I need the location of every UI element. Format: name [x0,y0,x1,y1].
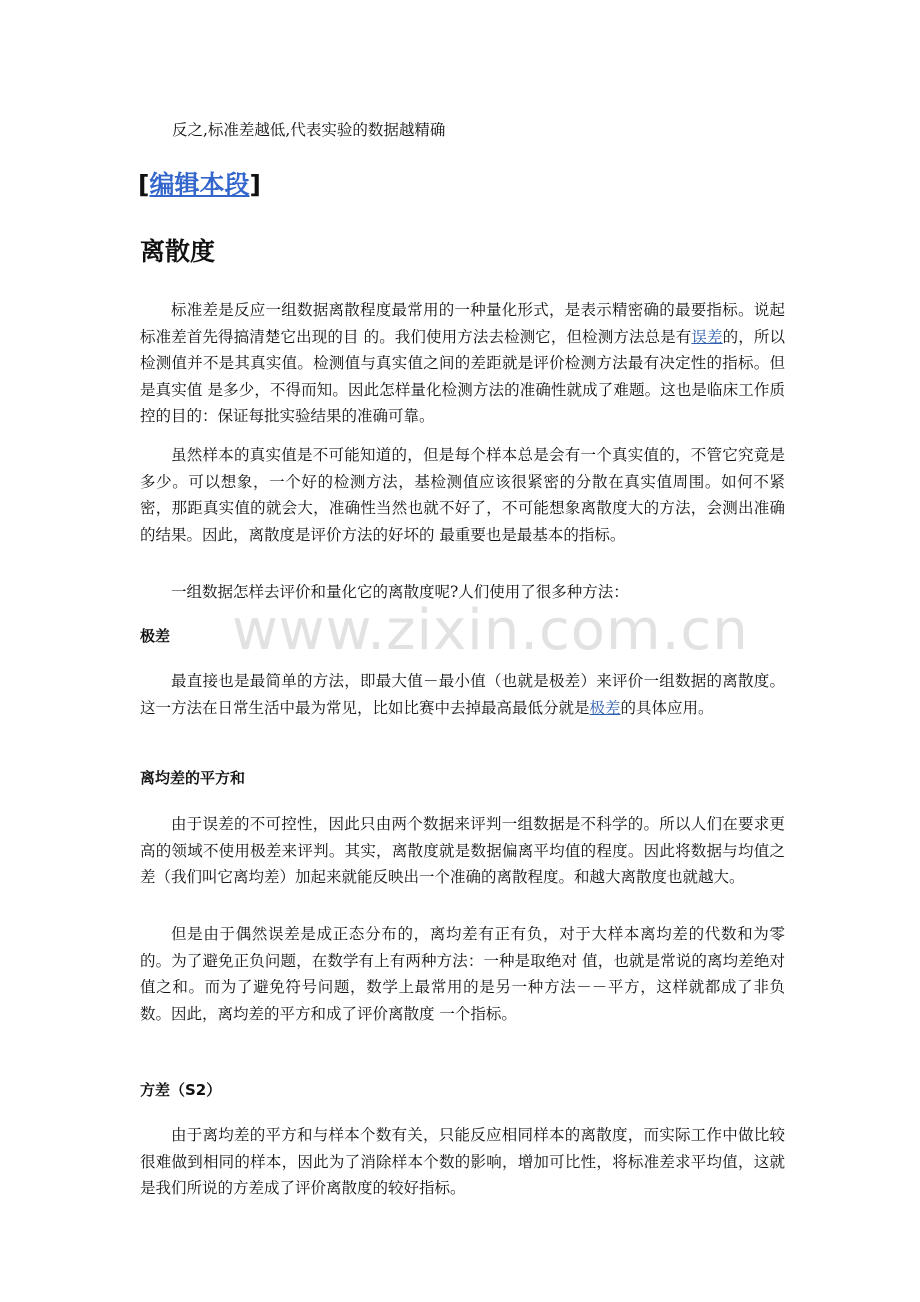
edit-section-heading [138,168,261,202]
paragraph-text: 最直接也是最简单的方法，即最大值－最小值（也就是极差）来评价一组数据的离散度。这一方法在日常生活中最为常见，比如比赛中去掉最高最低分就是 [140,672,785,717]
close-bracket: ] [249,170,261,199]
error-link[interactable]: 误差 [691,327,723,346]
intro-line: 反之,标准差越低,代表实验的数据越精确 [172,121,446,139]
paragraph-standard-deviation [140,297,785,430]
subheading-variance: 方差（S2） [140,1081,222,1099]
subheading-sum-of-squares: 离均差的平方和 [140,769,246,787]
subheading-range: 极差 [140,627,171,645]
paragraph-true-value: 虽然样本的真实值是不可能知道的，但是每个样本总是会有一个真实值的，不管它究竟是多少。可以想象，一个好的检测方法，基检测值应该很紧密的分散在真实值周围。如何不紧密，那距真实值的就会大，准确性当然也就不好了，不可能想象离散度大的方法，会测出准确的结果。因此，离散度是评价方法的好坏的 最重要也是最基本的指标。 [140,446,785,544]
paragraph-range [140,668,785,721]
paragraph-text: 的，所以检测值并不是其真实值。检测值与真实值之间的差距就是评价检测方法最有决定性的指标。但是真实值 是多少，不得而知。因此怎样量化检测方法的准确性就成了难题。这也是临床工作质控的目的：保证每批实验结果的准确可靠。 [140,327,785,425]
open-bracket: [ [138,170,150,199]
edit-section-link[interactable]: 编辑本段 [149,170,250,199]
paragraph-deviation-sum: 由于误差的不可控性，因此只由两个数据来评判一组数据是不科学的。所以人们在要求更高的领域不使用极差来评判。其实，离散度就是数据偏离平均值的程度。因此将数据与均值之差（我们叫它离均差）加起来就能反映出一个准确的离散程度。和越大离散度也就越大。 [140,815,785,886]
paragraph-methods-intro: 一组数据怎样去评价和量化它的离散度呢?人们使用了很多种方法： [171,583,629,601]
paragraph-squared-deviation: 但是由于偶然误差是成正态分布的，离均差有正有负，对于大样本离均差的代数和为零的。为了避免正负问题，在数学有上有两种方法：一种是取绝对 值，也就是常说的离均差绝对值之和。而为了避免符号问题，数学上最常用的是另一种方法－－平方，这样就都成了非负数。因此，离均差的平方和成了评价离散度 一个指标。 [140,925,785,1023]
section-title: 离散度 [140,237,216,266]
range-link[interactable]: 极差 [589,698,621,717]
paragraph-text: 标准差是反应一组数据离散程度最常用的一种量化形式，是表示精密确的最要指标。说起标准差首先得搞清楚它出现的目 的。我们使用方法去检测它，但检测方法总是有 [140,301,785,346]
watermark: www.zixin.com.cn [232,598,749,663]
paragraph-text: 的具体应用。 [620,698,714,717]
paragraph-variance: 由于离均差的平方和与样本个数有关，只能反应相同样本的离散度，而实际工作中做比较很难做到相同的样本，因此为了消除样本个数的影响，增加可比性，将标准差求平均值，这就是我们所说的方差成了评价离散度的较好指标。 [140,1126,785,1197]
